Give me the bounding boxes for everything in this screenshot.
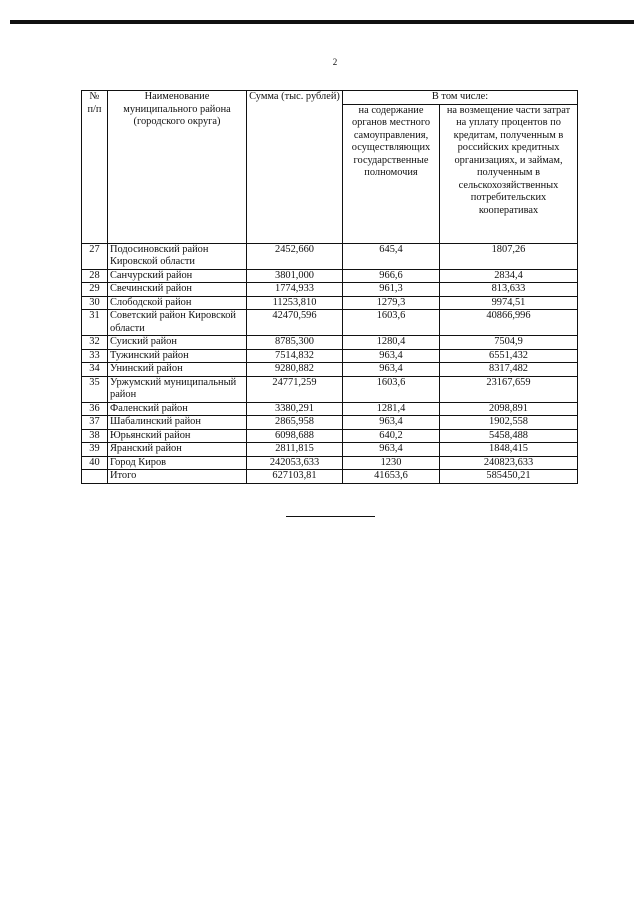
row-number: 39 [82, 443, 108, 457]
page-number: 2 [332, 57, 338, 67]
table-row [82, 283, 578, 297]
table-row [82, 376, 578, 402]
row-sum: 627103,81 [247, 470, 343, 484]
row-sum: 24771,259 [247, 376, 343, 402]
row-number: 34 [82, 363, 108, 377]
row-number: 38 [82, 429, 108, 443]
bottom-rule [286, 516, 375, 517]
table-row [82, 456, 578, 470]
row-interest: 40866,996 [440, 310, 578, 336]
row-interest: 813,633 [440, 283, 578, 297]
row-sum: 8785,300 [247, 336, 343, 350]
row-name: Советский район Кировской области [108, 310, 247, 336]
row-number [82, 470, 108, 484]
row-name: Подосиновский район Кировской области [108, 243, 247, 269]
row-number: 30 [82, 296, 108, 310]
row-name: Фаленский район [108, 402, 247, 416]
row-local-gov: 640,2 [343, 429, 440, 443]
row-number: 32 [82, 336, 108, 350]
row-name: Свечинский район [108, 283, 247, 297]
row-interest: 1807,26 [440, 243, 578, 269]
row-number: 36 [82, 402, 108, 416]
row-interest: 1902,558 [440, 416, 578, 430]
row-local-gov: 1279,3 [343, 296, 440, 310]
row-name: Город Киров [108, 456, 247, 470]
row-name: Юрьянский район [108, 429, 247, 443]
table-row [82, 470, 578, 484]
row-name: Суиский район [108, 336, 247, 350]
header-including: В том числе: [343, 91, 578, 105]
table-row [82, 443, 578, 457]
row-local-gov: 1230 [343, 456, 440, 470]
header-interest: на возмещение части затрат на уплату процентов по кредитам, полученным в российских кредитных организациях, и займам, полученным в сельскохозяйственных потребительских кооперативах [440, 104, 578, 243]
row-number: 27 [82, 243, 108, 269]
row-number: 28 [82, 269, 108, 283]
table-row [82, 349, 578, 363]
row-sum: 3801,000 [247, 269, 343, 283]
row-number: 29 [82, 283, 108, 297]
row-sum: 6098,688 [247, 429, 343, 443]
table-row [82, 363, 578, 377]
row-local-gov: 963,4 [343, 416, 440, 430]
table-row [82, 243, 578, 269]
row-sum: 1774,933 [247, 283, 343, 297]
row-name: Итого [108, 470, 247, 484]
row-number: 33 [82, 349, 108, 363]
row-interest: 2834,4 [440, 269, 578, 283]
table-row [82, 310, 578, 336]
row-number: 31 [82, 310, 108, 336]
row-name: Яранский район [108, 443, 247, 457]
table-body [82, 243, 578, 483]
row-interest: 23167,659 [440, 376, 578, 402]
allocation-table [81, 90, 578, 484]
row-local-gov: 961,3 [343, 283, 440, 297]
row-local-gov: 963,4 [343, 349, 440, 363]
row-local-gov: 1603,6 [343, 310, 440, 336]
row-interest: 5458,488 [440, 429, 578, 443]
row-interest: 9974,51 [440, 296, 578, 310]
row-interest: 1848,415 [440, 443, 578, 457]
table-row [82, 429, 578, 443]
row-interest: 8317,482 [440, 363, 578, 377]
row-sum: 7514,832 [247, 349, 343, 363]
row-sum: 11253,810 [247, 296, 343, 310]
row-number: 35 [82, 376, 108, 402]
row-sum: 2865,958 [247, 416, 343, 430]
row-number: 40 [82, 456, 108, 470]
table-row [82, 402, 578, 416]
row-name: Уржумский муниципальный район [108, 376, 247, 402]
row-name: Унинский район [108, 363, 247, 377]
row-sum: 3380,291 [247, 402, 343, 416]
table-row [82, 336, 578, 350]
row-name: Санчурский район [108, 269, 247, 283]
row-sum: 9280,882 [247, 363, 343, 377]
table-row [82, 416, 578, 430]
table-row [82, 269, 578, 283]
header-sum: Сумма (тыс. рублей) [247, 91, 343, 244]
row-local-gov: 1603,6 [343, 376, 440, 402]
row-local-gov: 1281,4 [343, 402, 440, 416]
header-row [82, 91, 578, 105]
row-sum: 2811,815 [247, 443, 343, 457]
row-interest: 585450,21 [440, 470, 578, 484]
row-name: Шабалинский район [108, 416, 247, 430]
row-local-gov: 966,6 [343, 269, 440, 283]
row-local-gov: 1280,4 [343, 336, 440, 350]
row-name: Слободской район [108, 296, 247, 310]
row-interest: 7504,9 [440, 336, 578, 350]
row-interest: 2098,891 [440, 402, 578, 416]
row-number: 37 [82, 416, 108, 430]
row-interest: 240823,633 [440, 456, 578, 470]
row-local-gov: 963,4 [343, 363, 440, 377]
row-local-gov: 963,4 [343, 443, 440, 457]
row-sum: 242053,633 [247, 456, 343, 470]
row-local-gov: 645,4 [343, 243, 440, 269]
header-local-gov: на содержание органов местного самоуправления, осуществляющих государственные полномочия [343, 104, 440, 243]
header-name: Наименование муниципального района (городского округа) [108, 91, 247, 244]
row-sum: 2452,660 [247, 243, 343, 269]
row-sum: 42470,596 [247, 310, 343, 336]
header-num: № п/п [82, 91, 108, 244]
table-row [82, 296, 578, 310]
row-interest: 6551,432 [440, 349, 578, 363]
row-name: Тужинский район [108, 349, 247, 363]
top-rule [10, 20, 634, 24]
row-local-gov: 41653,6 [343, 470, 440, 484]
